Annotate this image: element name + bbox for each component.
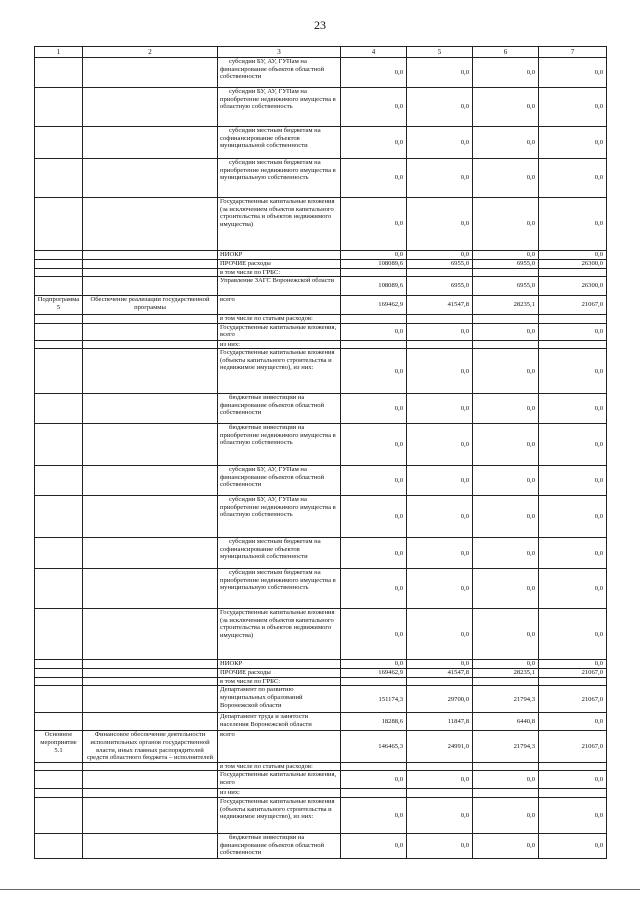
program-code-cell (35, 771, 83, 789)
program-name-cell (83, 340, 218, 349)
amount-cell: 0,0 (407, 797, 473, 833)
program-name-cell (83, 268, 218, 277)
amount-cell: 0,0 (407, 251, 473, 260)
program-code-cell (35, 762, 83, 771)
amount-cell: 24991,0 (407, 731, 473, 762)
amount-cell: 0,0 (473, 569, 539, 609)
amount-cell: 0,0 (473, 349, 539, 394)
expense-item-label: субсидии местным бюджетам на приобретение недвижимого имущества в муниципальную собственность (218, 569, 341, 609)
expense-item-label: в том числе по статьям расходов: (218, 315, 341, 324)
amount-cell: 0,0 (473, 159, 539, 198)
amount-cell: 108089,6 (341, 259, 407, 268)
amount-cell: 0,0 (473, 58, 539, 88)
amount-cell: 0,0 (341, 538, 407, 569)
table-row (35, 668, 607, 677)
program-code-cell (35, 159, 83, 198)
table-row (35, 496, 607, 538)
table-row (35, 251, 607, 260)
amount-cell: 0,0 (407, 538, 473, 569)
program-code-cell (35, 569, 83, 609)
amount-cell: 0,0 (407, 127, 473, 159)
amount-cell: 0,0 (407, 771, 473, 789)
amount-cell: 0,0 (341, 569, 407, 609)
amount-cell (539, 315, 607, 324)
amount-cell (473, 789, 539, 798)
amount-cell: 0,0 (407, 466, 473, 496)
amount-cell: 0,0 (473, 424, 539, 466)
expense-item-label: субсидии местным бюджетам на софинансирование объектов муниципальной собственности (218, 127, 341, 159)
amount-cell: 0,0 (539, 660, 607, 669)
table-row (35, 198, 607, 251)
program-name-cell: Обеспечение реализации государственной программы (83, 296, 218, 315)
program-name-cell (83, 797, 218, 833)
program-code-cell (35, 394, 83, 424)
table-row (35, 159, 607, 198)
amount-cell: 0,0 (539, 609, 607, 660)
amount-cell: 0,0 (407, 609, 473, 660)
amount-cell: 0,0 (473, 88, 539, 127)
amount-cell: 0,0 (407, 660, 473, 669)
table-row (35, 731, 607, 762)
amount-cell: 0,0 (341, 660, 407, 669)
amount-cell (539, 789, 607, 798)
page-bottom-rule (0, 889, 640, 890)
amount-cell: 108089,6 (341, 277, 407, 296)
program-name-cell (83, 394, 218, 424)
amount-cell: 26300,0 (539, 259, 607, 268)
table-row (35, 609, 607, 660)
program-code-cell (35, 349, 83, 394)
amount-cell: 21794,3 (473, 686, 539, 713)
table-row (35, 538, 607, 569)
table-row (35, 833, 607, 858)
amount-cell: 0,0 (407, 159, 473, 198)
amount-cell: 11847,8 (407, 713, 473, 731)
amount-cell: 0,0 (473, 833, 539, 858)
program-name-cell (83, 315, 218, 324)
program-name-cell (83, 686, 218, 713)
amount-cell: 0,0 (407, 394, 473, 424)
amount-cell: 0,0 (539, 394, 607, 424)
program-code-cell (35, 466, 83, 496)
expense-item-label: НИОКР (218, 660, 341, 669)
expense-item-label: субсидии местным бюджетам на софинансирование объектов муниципальной собственности (218, 538, 341, 569)
program-code-cell (35, 259, 83, 268)
amount-cell: 0,0 (407, 424, 473, 466)
amount-cell: 0,0 (341, 797, 407, 833)
program-name-cell (83, 713, 218, 731)
amount-cell: 146465,3 (341, 731, 407, 762)
amount-cell: 6440,8 (473, 713, 539, 731)
amount-cell (341, 268, 407, 277)
program-code-cell (35, 315, 83, 324)
program-name-cell (83, 277, 218, 296)
amount-cell: 0,0 (473, 394, 539, 424)
expense-item-label: из них: (218, 789, 341, 798)
program-code-cell (35, 251, 83, 260)
amount-cell: 0,0 (473, 198, 539, 251)
table-row (35, 127, 607, 159)
amount-cell: 0,0 (539, 88, 607, 127)
amount-cell: 0,0 (473, 660, 539, 669)
expense-item-label: субсидии БУ, АУ, ГУПам на приобретение недвижимого имущества в областную собственность (218, 496, 341, 538)
amount-cell (407, 762, 473, 771)
amount-cell: 6955,0 (407, 277, 473, 296)
page-number: 23 (314, 18, 326, 32)
amount-cell: 0,0 (341, 127, 407, 159)
amount-cell (539, 268, 607, 277)
expense-item-label: субсидии БУ, АУ, ГУПам на приобретение недвижимого имущества в областную собственность (218, 88, 341, 127)
amount-cell (539, 677, 607, 686)
amount-cell: 0,0 (539, 538, 607, 569)
program-code-cell (35, 340, 83, 349)
expense-item-label: ПРОЧИЕ расходы (218, 668, 341, 677)
table-row (35, 660, 607, 669)
program-name-cell (83, 349, 218, 394)
column-number: 5 (407, 47, 473, 58)
amount-cell: 0,0 (341, 466, 407, 496)
amount-cell: 0,0 (341, 496, 407, 538)
program-code-cell (35, 58, 83, 88)
amount-cell: 0,0 (473, 127, 539, 159)
expense-item-label: Государственные капитальные вложения (объекты капитального строительства и недвижимое имущество), из них: (218, 349, 341, 394)
program-code-cell: Основное мероприятие 5.1 (35, 731, 83, 762)
amount-cell: 0,0 (341, 609, 407, 660)
expense-item-label: всего (218, 731, 341, 762)
expense-item-label: бюджетные инвестиции на приобретение недвижимого имущества в областную собственность (218, 424, 341, 466)
program-name-cell (83, 569, 218, 609)
program-name-cell (83, 88, 218, 127)
amount-cell: 0,0 (539, 349, 607, 394)
column-number: 7 (539, 47, 607, 58)
amount-cell (407, 315, 473, 324)
expense-item-label: Государственные капитальные вложения, всего (218, 323, 341, 340)
expense-item-label: бюджетные инвестиции на финансирование объектов областной собственности (218, 833, 341, 858)
table-row (35, 259, 607, 268)
expense-item-label: НИОКР (218, 251, 341, 260)
amount-cell: 0,0 (407, 349, 473, 394)
amount-cell: 0,0 (341, 88, 407, 127)
table-row (35, 424, 607, 466)
table-row (35, 323, 607, 340)
amount-cell: 0,0 (341, 251, 407, 260)
table-row (35, 797, 607, 833)
program-name-cell (83, 677, 218, 686)
program-name-cell (83, 127, 218, 159)
amount-cell: 28235,1 (473, 296, 539, 315)
table-row (35, 349, 607, 394)
column-number: 4 (341, 47, 407, 58)
expense-item-label: субсидии БУ, АУ, ГУПам на финансирование объектов областной собственности (218, 466, 341, 496)
amount-cell: 0,0 (407, 198, 473, 251)
program-code-cell (35, 268, 83, 277)
column-number-row (35, 47, 607, 58)
program-code-cell (35, 609, 83, 660)
program-code-cell (35, 538, 83, 569)
program-name-cell (83, 833, 218, 858)
amount-cell: 0,0 (539, 127, 607, 159)
table-row (35, 789, 607, 798)
amount-cell: 0,0 (539, 159, 607, 198)
column-number: 2 (83, 47, 218, 58)
table-row (35, 268, 607, 277)
amount-cell: 169462,9 (341, 296, 407, 315)
expense-item-label: в том числе по статьям расходов: (218, 762, 341, 771)
amount-cell: 6955,0 (473, 277, 539, 296)
amount-cell: 0,0 (341, 394, 407, 424)
amount-cell (473, 268, 539, 277)
program-code-cell (35, 677, 83, 686)
program-name-cell (83, 609, 218, 660)
expense-item-label: Управление ЗАГС Воронежской области (218, 277, 341, 296)
program-code-cell (35, 660, 83, 669)
expense-item-label: бюджетные инвестиции на финансирование объектов областной собственности (218, 394, 341, 424)
column-number: 1 (35, 47, 83, 58)
amount-cell: 21067,0 (539, 686, 607, 713)
table-row (35, 686, 607, 713)
amount-cell: 41547,8 (407, 668, 473, 677)
table-row (35, 569, 607, 609)
amount-cell (539, 762, 607, 771)
program-name-cell (83, 668, 218, 677)
program-code-cell (35, 668, 83, 677)
expense-item-label: Государственные капитальные вложения (за исключением объектов капитального строительства и объектов недвижимого имущества) (218, 198, 341, 251)
amount-cell: 0,0 (539, 58, 607, 88)
amount-cell: 0,0 (473, 496, 539, 538)
program-code-cell (35, 789, 83, 798)
program-name-cell (83, 159, 218, 198)
table-row (35, 58, 607, 88)
amount-cell: 0,0 (539, 797, 607, 833)
amount-cell: 0,0 (407, 88, 473, 127)
table-row (35, 762, 607, 771)
program-name-cell (83, 466, 218, 496)
amount-cell: 0,0 (539, 771, 607, 789)
program-code-cell (35, 686, 83, 713)
expense-item-label: субсидии БУ, АУ, ГУПам на финансирование объектов областной собственности (218, 58, 341, 88)
amount-cell (473, 677, 539, 686)
program-code-cell (35, 88, 83, 127)
amount-cell: 0,0 (539, 323, 607, 340)
expense-item-label: Департамент по развитию муниципальных образований Воронежской области (218, 686, 341, 713)
amount-cell: 169462,9 (341, 668, 407, 677)
program-name-cell: Финансовое обеспечение деятельности исполнительных органов государственной власти, иных главных распорядителей средств областного бюджета – исполнителей (83, 731, 218, 762)
program-name-cell (83, 762, 218, 771)
program-code-cell (35, 198, 83, 251)
amount-cell: 29700,0 (407, 686, 473, 713)
amount-cell: 0,0 (341, 159, 407, 198)
amount-cell: 0,0 (341, 349, 407, 394)
amount-cell (473, 315, 539, 324)
amount-cell: 21794,3 (473, 731, 539, 762)
amount-cell: 6955,0 (473, 259, 539, 268)
amount-cell: 0,0 (539, 569, 607, 609)
table-row (35, 340, 607, 349)
program-name-cell (83, 789, 218, 798)
amount-cell (341, 762, 407, 771)
amount-cell (473, 762, 539, 771)
expense-item-label: Государственные капитальные вложения (объекты капитального строительства и недвижимое имущество), из них: (218, 797, 341, 833)
amount-cell: 0,0 (539, 424, 607, 466)
program-code-cell: Подпрограмма 5 (35, 296, 83, 315)
program-name-cell (83, 198, 218, 251)
amount-cell: 21067,0 (539, 731, 607, 762)
program-name-cell (83, 538, 218, 569)
amount-cell: 0,0 (341, 833, 407, 858)
amount-cell (407, 268, 473, 277)
amount-cell (473, 340, 539, 349)
expense-item-label: Государственные капитальные вложения (за исключением объектов капитального строительства и объектов недвижимого имущества) (218, 609, 341, 660)
table-row (35, 771, 607, 789)
amount-cell: 21067,0 (539, 668, 607, 677)
program-code-cell (35, 127, 83, 159)
amount-cell: 18288,6 (341, 713, 407, 731)
amount-cell (539, 340, 607, 349)
amount-cell (407, 340, 473, 349)
amount-cell: 0,0 (539, 198, 607, 251)
program-code-cell (35, 713, 83, 731)
program-code-cell (35, 323, 83, 340)
expense-item-label: всего (218, 296, 341, 315)
amount-cell: 21067,0 (539, 296, 607, 315)
amount-cell: 0,0 (539, 833, 607, 858)
table-row (35, 315, 607, 324)
amount-cell: 0,0 (539, 713, 607, 731)
amount-cell: 28235,1 (473, 668, 539, 677)
table-row (35, 277, 607, 296)
amount-cell: 0,0 (341, 323, 407, 340)
amount-cell (407, 677, 473, 686)
amount-cell: 0,0 (407, 323, 473, 340)
amount-cell: 6955,0 (407, 259, 473, 268)
amount-cell: 26300,0 (539, 277, 607, 296)
expense-item-label: Государственные капитальные вложения, всего (218, 771, 341, 789)
expense-item-label: из них: (218, 340, 341, 349)
column-number: 3 (218, 47, 341, 58)
column-number: 6 (473, 47, 539, 58)
amount-cell (341, 677, 407, 686)
amount-cell (341, 315, 407, 324)
program-code-cell (35, 797, 83, 833)
program-name-cell (83, 496, 218, 538)
program-code-cell (35, 424, 83, 466)
program-name-cell (83, 58, 218, 88)
expense-item-label: Департамент труда и занятости населения Воронежской области (218, 713, 341, 731)
amount-cell: 151174,3 (341, 686, 407, 713)
table-row (35, 713, 607, 731)
program-name-cell (83, 323, 218, 340)
program-name-cell (83, 251, 218, 260)
table-row (35, 466, 607, 496)
amount-cell (341, 789, 407, 798)
program-name-cell (83, 424, 218, 466)
amount-cell (407, 789, 473, 798)
amount-cell: 0,0 (539, 496, 607, 538)
amount-cell: 0,0 (473, 251, 539, 260)
program-code-cell (35, 833, 83, 858)
amount-cell: 0,0 (407, 833, 473, 858)
amount-cell: 0,0 (473, 797, 539, 833)
amount-cell: 0,0 (407, 569, 473, 609)
amount-cell (341, 340, 407, 349)
expense-item-label: ПРОЧИЕ расходы (218, 259, 341, 268)
amount-cell: 0,0 (341, 198, 407, 251)
amount-cell: 0,0 (473, 538, 539, 569)
amount-cell: 0,0 (407, 58, 473, 88)
amount-cell: 0,0 (539, 466, 607, 496)
amount-cell: 0,0 (341, 424, 407, 466)
amount-cell: 0,0 (473, 466, 539, 496)
program-name-cell (83, 660, 218, 669)
amount-cell: 0,0 (473, 609, 539, 660)
amount-cell: 0,0 (473, 771, 539, 789)
table-row (35, 394, 607, 424)
program-code-cell (35, 277, 83, 296)
program-name-cell (83, 259, 218, 268)
amount-cell: 0,0 (539, 251, 607, 260)
table-row (35, 88, 607, 127)
amount-cell: 0,0 (341, 58, 407, 88)
amount-cell: 0,0 (341, 771, 407, 789)
budget-table (34, 46, 607, 859)
amount-cell: 41547,8 (407, 296, 473, 315)
table-row (35, 677, 607, 686)
program-code-cell (35, 496, 83, 538)
amount-cell: 0,0 (407, 496, 473, 538)
table-row (35, 296, 607, 315)
expense-item-label: субсидии местным бюджетам на приобретение недвижимого имущества в муниципальную собственность (218, 159, 341, 198)
amount-cell: 0,0 (473, 323, 539, 340)
expense-item-label: в том числе по ГРБС: (218, 268, 341, 277)
expense-item-label: в том числе по ГРБС: (218, 677, 341, 686)
program-name-cell (83, 771, 218, 789)
